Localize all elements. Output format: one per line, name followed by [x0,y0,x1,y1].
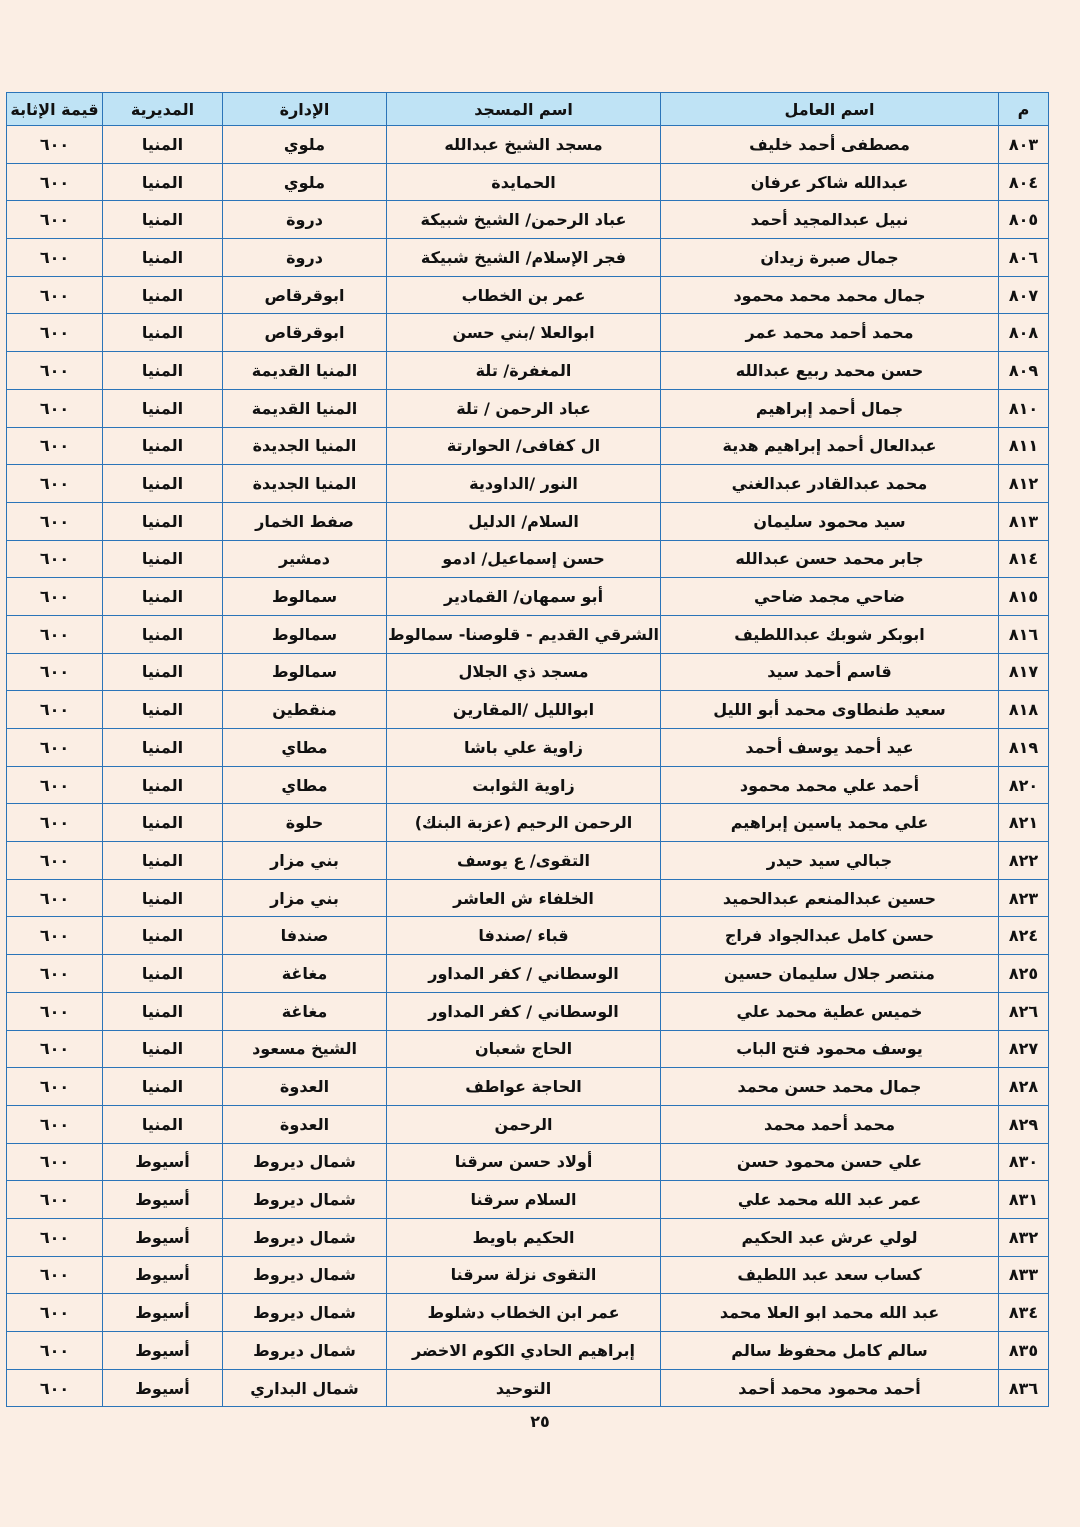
header-number: م [999,93,1049,126]
cell-worker-name: كساب سعد عبد اللطيف [661,1256,999,1294]
cell-administration: شمال البداري [223,1369,387,1407]
cell-reward-value: ٦٠٠ [7,1105,103,1143]
cell-reward-value: ٦٠٠ [7,804,103,842]
cell-worker-name: حسن محمد ربيع عبدالله [661,352,999,390]
cell-number: ٨١٧ [999,653,1049,691]
table-row [7,578,1049,616]
table-row [7,1332,1049,1370]
cell-directorate: المنيا [103,1030,223,1068]
cell-directorate: المنيا [103,239,223,277]
cell-worker-name: ضاحي مجمد ضاحي [661,578,999,616]
cell-administration: شمال ديروط [223,1181,387,1219]
cell-worker-name: نبيل عبدالمجيد أحمد [661,201,999,239]
cell-mosque-name: الحمايدة [387,163,661,201]
table-row [7,804,1049,842]
table-row [7,427,1049,465]
cell-worker-name: قاسم أحمد سيد [661,653,999,691]
cell-worker-name: يوسف محمود فتح الباب [661,1030,999,1068]
cell-number: ٨٠٧ [999,276,1049,314]
cell-worker-name: سيد محمود سليمان [661,502,999,540]
cell-worker-name: ابوبكر شوبك عبداللطيف [661,615,999,653]
cell-number: ٨١٣ [999,502,1049,540]
table-row [7,1068,1049,1106]
cell-mosque-name: الحاجة عواطف [387,1068,661,1106]
cell-worker-name: جمال صبرة زيدان [661,239,999,277]
cell-reward-value: ٦٠٠ [7,1369,103,1407]
cell-number: ٨١٨ [999,691,1049,729]
cell-reward-value: ٦٠٠ [7,1332,103,1370]
cell-worker-name: عمر عبد الله محمد علي [661,1181,999,1219]
cell-administration: دروة [223,201,387,239]
cell-reward-value: ٦٠٠ [7,917,103,955]
cell-directorate: أسيوط [103,1181,223,1219]
cell-directorate: المنيا [103,766,223,804]
cell-mosque-name: الحكيم باويط [387,1218,661,1256]
cell-reward-value: ٦٠٠ [7,314,103,352]
cell-mosque-name: التقوى نزلة سرقنا [387,1256,661,1294]
table-row [7,314,1049,352]
cell-number: ٨٢٨ [999,1068,1049,1106]
cell-number: ٨١٢ [999,465,1049,503]
cell-worker-name: جبالي سيد حيدر [661,842,999,880]
cell-mosque-name: عمر بن الخطاب [387,276,661,314]
cell-worker-name: محمد أحمد محمد [661,1105,999,1143]
cell-number: ٨٢٩ [999,1105,1049,1143]
cell-mosque-name: التقوى/ ع يوسف [387,842,661,880]
table-row [7,879,1049,917]
cell-worker-name: عبدالعال أحمد إبراهيم هدية [661,427,999,465]
cell-worker-name: عبدالله شاكر عرفان [661,163,999,201]
cell-administration: العدوة [223,1105,387,1143]
cell-administration: ملوي [223,163,387,201]
table-row [7,201,1049,239]
table-row [7,126,1049,164]
cell-reward-value: ٦٠٠ [7,1030,103,1068]
header-administration: الإدارة [223,93,387,126]
page-number: ٢٥ [530,1412,550,1431]
cell-worker-name: جمال محمد حسن محمد [661,1068,999,1106]
cell-worker-name: محمد أحمد محمد عمر [661,314,999,352]
table-row [7,691,1049,729]
cell-worker-name: منتصر جلال سليمان حسين [661,955,999,993]
cell-administration: المنيا الجديدة [223,427,387,465]
cell-mosque-name: مسجد ذي الجلال [387,653,661,691]
cell-directorate: المنيا [103,1068,223,1106]
table-row [7,615,1049,653]
cell-administration: صفط الخمار [223,502,387,540]
cell-worker-name: عيد أحمد يوسف أحمد [661,729,999,767]
cell-reward-value: ٦٠٠ [7,239,103,277]
table-container [6,92,1048,1407]
cell-directorate: المنيا [103,578,223,616]
cell-directorate: المنيا [103,389,223,427]
cell-administration: حلوة [223,804,387,842]
cell-worker-name: جمال محمد محمد محمود [661,276,999,314]
header-reward-value: قيمة الإثابة [7,93,103,126]
cell-worker-name: سعيد طنطاوى محمد أبو الليل [661,691,999,729]
cell-number: ٨٠٨ [999,314,1049,352]
table-row [7,502,1049,540]
cell-number: ٨٣٥ [999,1332,1049,1370]
cell-number: ٨٢٧ [999,1030,1049,1068]
cell-worker-name: عبد الله محمد ابو العلا محمد [661,1294,999,1332]
cell-mosque-name: النور /الداودية [387,465,661,503]
cell-number: ٨١٥ [999,578,1049,616]
cell-mosque-name: عباد الرحمن / تلة [387,389,661,427]
cell-number: ٨١٤ [999,540,1049,578]
cell-directorate: المنيا [103,314,223,352]
cell-reward-value: ٦٠٠ [7,578,103,616]
table-row [7,389,1049,427]
cell-directorate: المنيا [103,842,223,880]
workers-table [6,92,1049,1407]
cell-mosque-name: ابوالليل /المقارين [387,691,661,729]
cell-mosque-name: أولاد حسن سرقنا [387,1143,661,1181]
cell-mosque-name: المغفرة/ تلة [387,352,661,390]
table-row [7,729,1049,767]
cell-directorate: أسيوط [103,1256,223,1294]
cell-number: ٨٣٢ [999,1218,1049,1256]
cell-directorate: المنيا [103,992,223,1030]
cell-directorate: المنيا [103,955,223,993]
cell-administration: سمالوط [223,653,387,691]
cell-reward-value: ٦٠٠ [7,842,103,880]
cell-number: ٨٢٦ [999,992,1049,1030]
cell-directorate: المنيا [103,691,223,729]
cell-reward-value: ٦٠٠ [7,276,103,314]
cell-mosque-name: التوحيد [387,1369,661,1407]
cell-reward-value: ٦٠٠ [7,389,103,427]
cell-mosque-name: زاوية علي باشا [387,729,661,767]
cell-worker-name: حسن كامل عبدالجواد فراج [661,917,999,955]
cell-number: ٨٠٣ [999,126,1049,164]
cell-reward-value: ٦٠٠ [7,1143,103,1181]
cell-mosque-name: عمر ابن الخطاب دشلوط [387,1294,661,1332]
cell-administration: المنيا القديمة [223,352,387,390]
table-row [7,653,1049,691]
cell-administration: سمالوط [223,615,387,653]
table-row [7,955,1049,993]
cell-reward-value: ٦٠٠ [7,992,103,1030]
cell-administration: المنيا الجديدة [223,465,387,503]
cell-reward-value: ٦٠٠ [7,201,103,239]
cell-directorate: أسيوط [103,1294,223,1332]
cell-number: ٨١٠ [999,389,1049,427]
cell-worker-name: جابر محمد حسن عبدالله [661,540,999,578]
cell-mosque-name: الحاج شعبان [387,1030,661,1068]
cell-administration: العدوة [223,1068,387,1106]
cell-number: ٨٢٣ [999,879,1049,917]
table-row [7,917,1049,955]
cell-administration: منقطين [223,691,387,729]
cell-administration: الشيخ مسعود [223,1030,387,1068]
cell-number: ٨٠٤ [999,163,1049,201]
cell-directorate: أسيوط [103,1143,223,1181]
cell-directorate: المنيا [103,502,223,540]
table-row [7,540,1049,578]
cell-mosque-name: الشرقي القديم - قلوصنا- سمالوط [387,615,661,653]
cell-directorate: المنيا [103,352,223,390]
cell-reward-value: ٦٠٠ [7,163,103,201]
cell-administration: شمال ديروط [223,1143,387,1181]
cell-worker-name: مصطفى أحمد خليف [661,126,999,164]
cell-mosque-name: الوسطاني / كفر المداور [387,992,661,1030]
cell-directorate: المنيا [103,1105,223,1143]
cell-reward-value: ٦٠٠ [7,653,103,691]
cell-administration: المنيا القديمة [223,389,387,427]
table-row [7,1369,1049,1407]
cell-worker-name: أحمد علي محمد محمود [661,766,999,804]
cell-worker-name: علي حسن محمود حسن [661,1143,999,1181]
table-header-row [7,93,1049,126]
cell-directorate: المنيا [103,427,223,465]
cell-mosque-name: الخلفاء ش العاشر [387,879,661,917]
cell-mosque-name: مسجد الشيخ عبدالله [387,126,661,164]
table-row [7,1030,1049,1068]
cell-directorate: المنيا [103,540,223,578]
cell-administration: مطاي [223,729,387,767]
cell-reward-value: ٦٠٠ [7,955,103,993]
cell-number: ٨٢٥ [999,955,1049,993]
cell-directorate: المنيا [103,465,223,503]
cell-number: ٨١١ [999,427,1049,465]
cell-administration: مطاي [223,766,387,804]
cell-mosque-name: زاوية الثوابت [387,766,661,804]
cell-reward-value: ٦٠٠ [7,1068,103,1106]
cell-worker-name: لولي عرش عبد الحكيم [661,1218,999,1256]
cell-mosque-name: السلام سرقنا [387,1181,661,1219]
cell-directorate: المنيا [103,126,223,164]
cell-reward-value: ٦٠٠ [7,1256,103,1294]
table-row [7,1256,1049,1294]
cell-number: ٨١٦ [999,615,1049,653]
cell-number: ٨٠٩ [999,352,1049,390]
cell-reward-value: ٦٠٠ [7,766,103,804]
table-row [7,465,1049,503]
cell-reward-value: ٦٠٠ [7,691,103,729]
header-directorate: المديرية [103,93,223,126]
cell-mosque-name: فجر الإسلام/ الشيخ شبيكة [387,239,661,277]
cell-number: ٨١٩ [999,729,1049,767]
cell-administration: مغاغة [223,955,387,993]
cell-administration: شمال ديروط [223,1218,387,1256]
cell-number: ٨٢١ [999,804,1049,842]
cell-worker-name: محمد عبدالقادر عبدالغني [661,465,999,503]
cell-mosque-name: عباد الرحمن/ الشيخ شبيكة [387,201,661,239]
cell-number: ٨٣٤ [999,1294,1049,1332]
table-row [7,1143,1049,1181]
table-row [7,1218,1049,1256]
cell-directorate: المنيا [103,879,223,917]
cell-administration: ابوقرقاص [223,314,387,352]
cell-number: ٨٠٦ [999,239,1049,277]
cell-worker-name: حسين عبدالمنعم عبدالحميد [661,879,999,917]
header-worker-name: اسم العامل [661,93,999,126]
cell-mosque-name: الوسطاني / كفر المداور [387,955,661,993]
cell-directorate: أسيوط [103,1332,223,1370]
table-row [7,842,1049,880]
cell-directorate: المنيا [103,729,223,767]
cell-number: ٨٢٤ [999,917,1049,955]
cell-number: ٨٣١ [999,1181,1049,1219]
table-row [7,276,1049,314]
cell-reward-value: ٦٠٠ [7,502,103,540]
table-row [7,1181,1049,1219]
cell-reward-value: ٦٠٠ [7,1218,103,1256]
table-row [7,239,1049,277]
cell-administration: بني مزار [223,879,387,917]
cell-reward-value: ٦٠٠ [7,615,103,653]
cell-administration: بني مزار [223,842,387,880]
cell-directorate: المنيا [103,276,223,314]
cell-mosque-name: أبو سمهان/ القمادير [387,578,661,616]
cell-reward-value: ٦٠٠ [7,427,103,465]
cell-worker-name: سالم كامل محفوظ سالم [661,1332,999,1370]
cell-directorate: المنيا [103,653,223,691]
table-row [7,766,1049,804]
cell-mosque-name: إبراهيم الحادي الكوم الاخضر [387,1332,661,1370]
cell-worker-name: خميس عطية محمد علي [661,992,999,1030]
cell-reward-value: ٦٠٠ [7,1181,103,1219]
cell-directorate: المنيا [103,917,223,955]
cell-directorate: المنيا [103,163,223,201]
cell-number: ٨٣٠ [999,1143,1049,1181]
cell-mosque-name: الرحمن الرحيم (عزبة البنك) [387,804,661,842]
cell-administration: ابوقرقاص [223,276,387,314]
cell-directorate: المنيا [103,615,223,653]
cell-number: ٨٣٦ [999,1369,1049,1407]
cell-reward-value: ٦٠٠ [7,540,103,578]
cell-administration: شمال ديروط [223,1294,387,1332]
cell-administration: صندفا [223,917,387,955]
table-row [7,992,1049,1030]
cell-reward-value: ٦٠٠ [7,1294,103,1332]
cell-reward-value: ٦٠٠ [7,465,103,503]
header-mosque-name: اسم المسجد [387,93,661,126]
cell-number: ٨٢٠ [999,766,1049,804]
cell-directorate: المنيا [103,804,223,842]
cell-reward-value: ٦٠٠ [7,879,103,917]
cell-administration: دروة [223,239,387,277]
cell-worker-name: علي محمد ياسين إبراهيم [661,804,999,842]
cell-mosque-name: السلام/ الدليل [387,502,661,540]
cell-mosque-name: ال كفافى/ الحوارتة [387,427,661,465]
cell-administration: دمشير [223,540,387,578]
cell-reward-value: ٦٠٠ [7,352,103,390]
cell-mosque-name: ابوالعلا /بني حسن [387,314,661,352]
table-row [7,1294,1049,1332]
table-row [7,163,1049,201]
cell-reward-value: ٦٠٠ [7,729,103,767]
cell-administration: شمال ديروط [223,1332,387,1370]
cell-administration: ملوي [223,126,387,164]
cell-administration: سمالوط [223,578,387,616]
cell-worker-name: جمال أحمد إبراهيم [661,389,999,427]
cell-directorate: المنيا [103,201,223,239]
table-row [7,352,1049,390]
cell-directorate: أسيوط [103,1369,223,1407]
table-row [7,1105,1049,1143]
cell-administration: مغاغة [223,992,387,1030]
cell-worker-name: أحمد محمود محمد أحمد [661,1369,999,1407]
cell-directorate: أسيوط [103,1218,223,1256]
cell-mosque-name: قباء /صندفا [387,917,661,955]
cell-reward-value: ٦٠٠ [7,126,103,164]
cell-administration: شمال ديروط [223,1256,387,1294]
cell-mosque-name: الرحمن [387,1105,661,1143]
cell-number: ٨٠٥ [999,201,1049,239]
cell-mosque-name: حسن إسماعيل/ ادمو [387,540,661,578]
cell-number: ٨٣٣ [999,1256,1049,1294]
cell-number: ٨٢٢ [999,842,1049,880]
